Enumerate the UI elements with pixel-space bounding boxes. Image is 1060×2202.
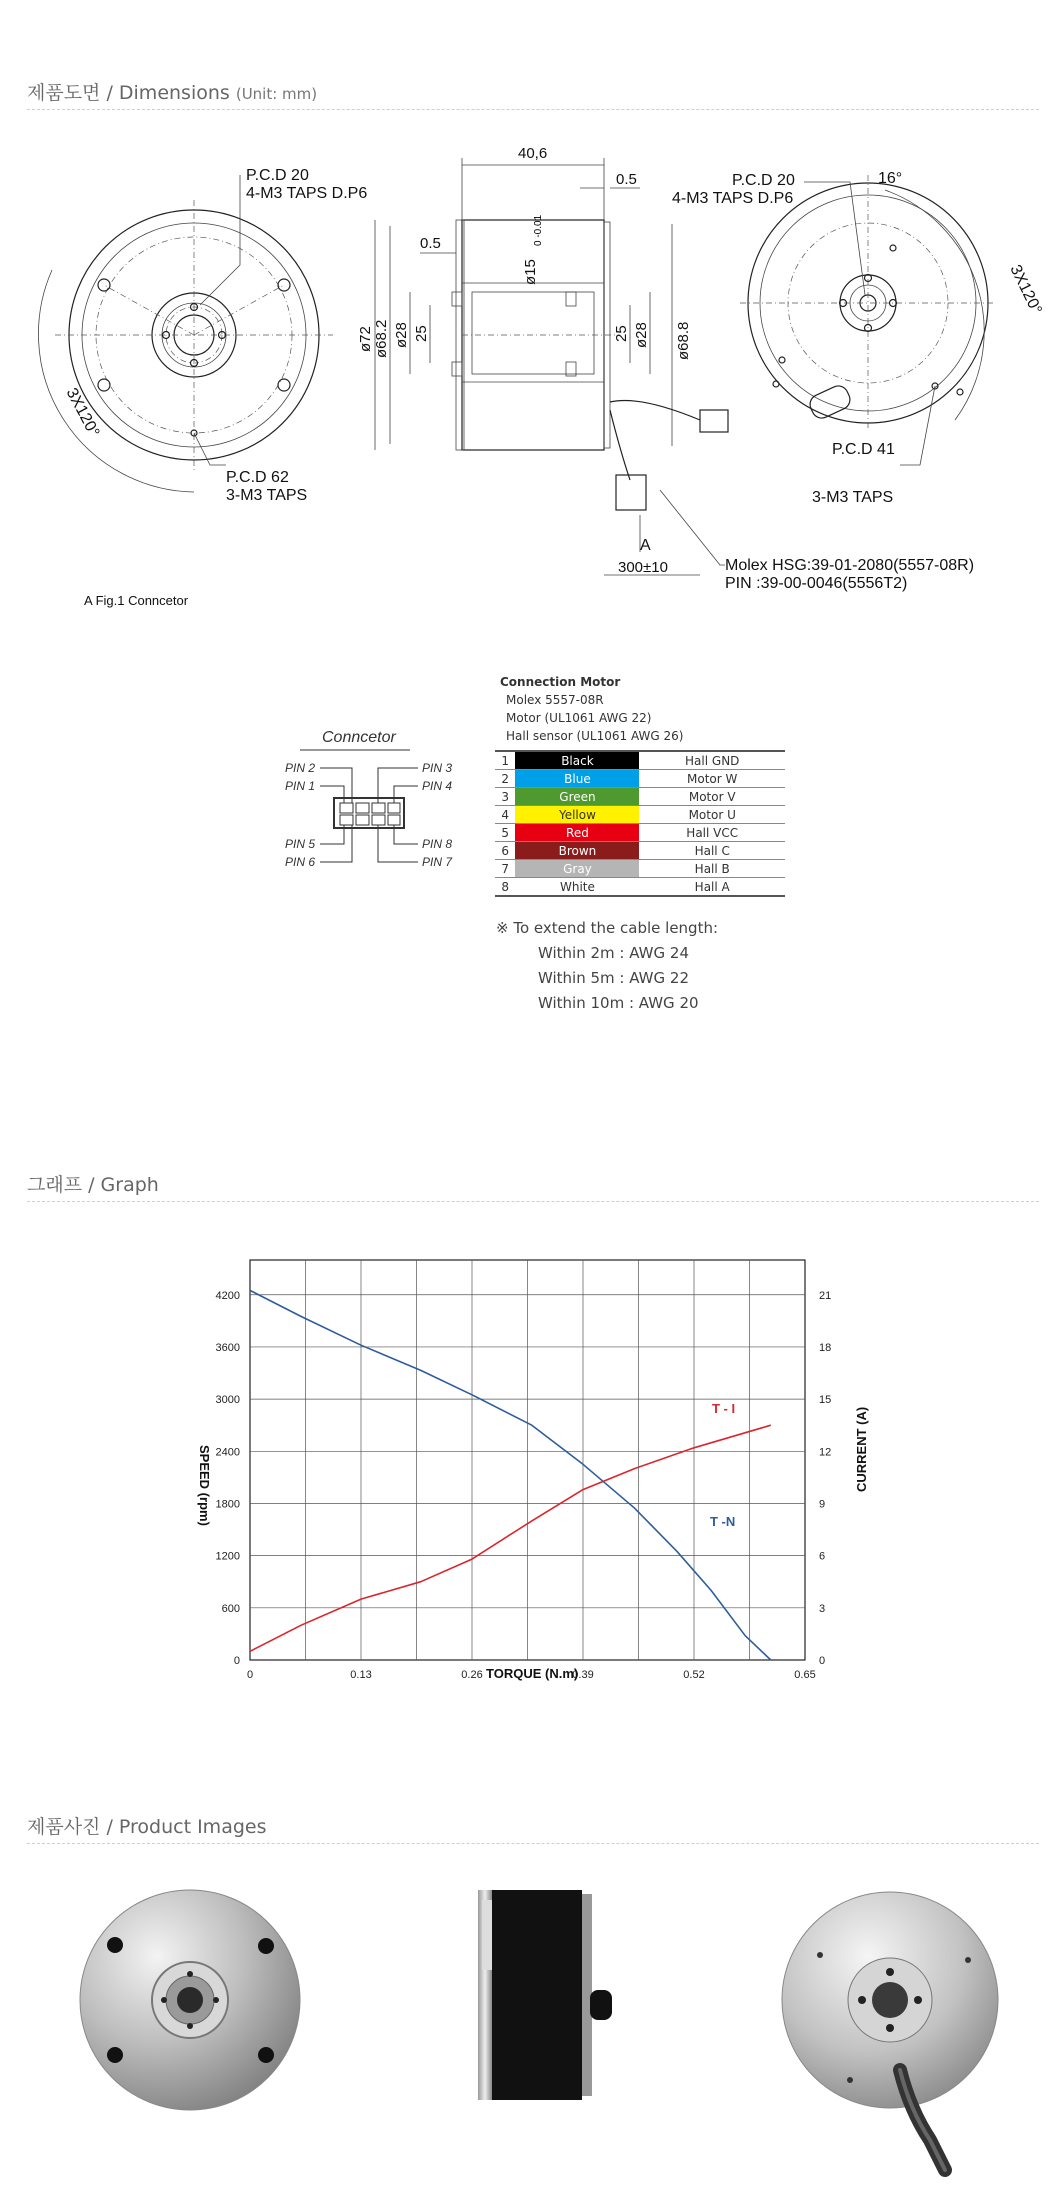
wire-function: Hall B <box>639 860 785 878</box>
wire-table <box>495 750 785 897</box>
pin-2-label: PIN 2 <box>285 761 316 775</box>
wire-pin-number: 6 <box>495 842 515 860</box>
series-label-speed: T -N <box>710 1514 736 1529</box>
y2-tick-label: 3 <box>819 1602 826 1615</box>
wire-function: Motor V <box>639 788 785 806</box>
wire-pin-number: 4 <box>495 806 515 824</box>
dim-25-right: 25 <box>613 325 630 342</box>
dim-shaft: ø15 <box>522 259 539 285</box>
product-image-back <box>760 1880 1020 2180</box>
dim-offset-left: 0.5 <box>420 235 441 252</box>
x-tick-label: 0.52 <box>683 1669 705 1681</box>
x-tick-label: 0.39 <box>572 1669 594 1681</box>
wire-function: Hall GND <box>639 751 785 770</box>
connection-title: Connection Motor <box>500 675 621 689</box>
wire-color: Red <box>515 824 639 842</box>
dim-682: ø68.2 <box>373 319 390 358</box>
y-tick-label: 2400 <box>215 1446 240 1459</box>
y2-tick-label: 15 <box>819 1394 832 1407</box>
wire-row <box>495 788 785 806</box>
cable-note-3: Within 10m : AWG 20 <box>538 994 699 1012</box>
y2-tick-label: 12 <box>819 1446 832 1459</box>
wire-color: Blue <box>515 770 639 788</box>
back-view-right <box>672 170 1045 506</box>
dim-25-left: 25 <box>413 325 430 342</box>
dim-28-left: ø28 <box>393 322 410 348</box>
x-axis-label: TORQUE (N.m) <box>486 1666 579 1681</box>
y-tick-label: 4200 <box>215 1289 240 1302</box>
cable-note-title: ※ To extend the cable length: <box>496 919 719 937</box>
wire-function: Motor W <box>639 770 785 788</box>
dim-72: ø72 <box>357 326 374 352</box>
right-taps-top: 4-M3 TAPS D.P6 <box>672 190 794 207</box>
right-pcd-bottom: P.C.D 41 <box>832 441 895 458</box>
right-angle-label: 3X120° <box>1006 262 1045 318</box>
connection-line-1: Molex 5557-08R <box>506 693 604 707</box>
y2-tick-label: 9 <box>819 1498 826 1511</box>
speed-current-chart <box>180 1240 869 1700</box>
wire-row <box>495 878 785 897</box>
x-tick-label: 0 <box>246 1669 254 1681</box>
fig-caption: A Fig.1 Conncetor <box>84 593 189 608</box>
molex-hsg: Molex HSG:39-01-2080(5557-08R) <box>725 557 975 574</box>
connector-label: Conncetor <box>322 729 396 746</box>
x-tick-label: 0.13 <box>350 1669 372 1681</box>
wire-function: Motor U <box>639 806 785 824</box>
wire-function: Hall C <box>639 842 785 860</box>
cable-note <box>496 916 718 1016</box>
dim-28-right: ø28 <box>633 322 650 348</box>
wire-color: Black <box>515 751 639 770</box>
connection-info <box>500 673 683 745</box>
wire-pin-number: 5 <box>495 824 515 842</box>
left-angle-label: 3X120° <box>62 385 103 440</box>
wire-color: Yellow <box>515 806 639 824</box>
dim-offset-right: 0.5 <box>616 171 637 188</box>
dim-shaft-tol: 0 -0.01 <box>533 214 544 246</box>
y-axis-label: SPEED (rpm) <box>197 1445 212 1526</box>
right-pcd-top: P.C.D 20 <box>732 172 795 189</box>
wire-function: Hall A <box>639 878 785 897</box>
y2-tick-label: 18 <box>819 1341 832 1354</box>
y2-tick-label: 0 <box>819 1655 826 1667</box>
pin-8-label: PIN 8 <box>422 837 453 851</box>
pin-7-label: PIN 7 <box>422 855 453 869</box>
x-tick-label: 0.65 <box>794 1669 816 1681</box>
wire-color: White <box>515 878 639 897</box>
dimension-drawing <box>0 120 1060 620</box>
cable-length: 300±10 <box>618 559 668 576</box>
cable-note-1: Within 2m : AWG 24 <box>538 944 689 962</box>
dim-688: ø68.8 <box>675 321 692 360</box>
y-tick-label: 0 <box>233 1655 240 1667</box>
y-tick-label: 600 <box>221 1602 240 1615</box>
wire-row <box>495 842 785 860</box>
wire-row <box>495 860 785 878</box>
wire-row <box>495 824 785 842</box>
wire-pin-number: 2 <box>495 770 515 788</box>
cable-label-a: A <box>640 537 651 554</box>
y2-axis-label: CURRENT (A) <box>854 1406 869 1492</box>
y-tick-label: 1800 <box>215 1498 240 1511</box>
wire-color: Gray <box>515 860 639 878</box>
pin-3-label: PIN 3 <box>422 761 453 775</box>
connector-diagram <box>270 720 470 880</box>
dimensions-heading <box>27 78 1039 110</box>
product-image-side <box>470 1880 620 2110</box>
right-taps-bottom: 3-M3 TAPS <box>812 489 894 506</box>
y-tick-label: 3000 <box>215 1394 240 1407</box>
wire-pin-number: 7 <box>495 860 515 878</box>
wire-row <box>495 770 785 788</box>
connection-line-3: Hall sensor (UL1061 AWG 26) <box>506 729 684 743</box>
y-tick-label: 3600 <box>215 1341 240 1354</box>
dimensions-title: 제품도면 / Dimensions <box>27 82 230 104</box>
cable-note-2: Within 5m : AWG 22 <box>538 969 689 987</box>
pin-6-label: PIN 6 <box>285 855 316 869</box>
pin-1-label: PIN 1 <box>285 779 316 793</box>
side-view <box>357 145 974 592</box>
wire-row <box>495 751 785 770</box>
wire-function: Hall VCC <box>639 824 785 842</box>
left-taps-top: 4-M3 TAPS D.P6 <box>246 185 368 202</box>
y-tick-label: 1200 <box>215 1550 240 1563</box>
left-pcd-bottom: P.C.D 62 <box>226 469 289 486</box>
dimensions-unit: (Unit: mm) <box>235 85 318 103</box>
series-label-current: T - I <box>712 1401 736 1416</box>
pin-4-label: PIN 4 <box>422 779 453 793</box>
y2-tick-label: 6 <box>819 1550 826 1563</box>
left-taps-bottom: 3-M3 TAPS <box>226 487 308 504</box>
pin-5-label: PIN 5 <box>285 837 316 851</box>
images-title: 제품사진 / Product Images <box>27 1816 267 1838</box>
x-tick-label: 0.26 <box>461 1669 483 1681</box>
graph-heading <box>27 1170 1039 1202</box>
front-view-left <box>38 167 367 504</box>
wire-color: Brown <box>515 842 639 860</box>
y2-tick-label: 21 <box>819 1289 832 1302</box>
images-heading <box>27 1812 1039 1844</box>
wire-pin-number: 3 <box>495 788 515 806</box>
molex-pin: PIN :39-00-0046(5556T2) <box>725 575 908 592</box>
chart-grid <box>250 1260 805 1660</box>
left-pcd-top: P.C.D 20 <box>246 167 309 184</box>
wire-row <box>495 806 785 824</box>
graph-title: 그래프 / Graph <box>27 1174 159 1196</box>
wire-pin-number: 8 <box>495 878 515 897</box>
connection-line-2: Motor (UL1061 AWG 22) <box>506 711 652 725</box>
wire-color: Green <box>515 788 639 806</box>
product-image-front <box>70 1880 310 2120</box>
right-angle-top: 16° <box>878 170 903 187</box>
dim-length: 40,6 <box>518 145 548 162</box>
wire-pin-number: 1 <box>495 751 515 770</box>
